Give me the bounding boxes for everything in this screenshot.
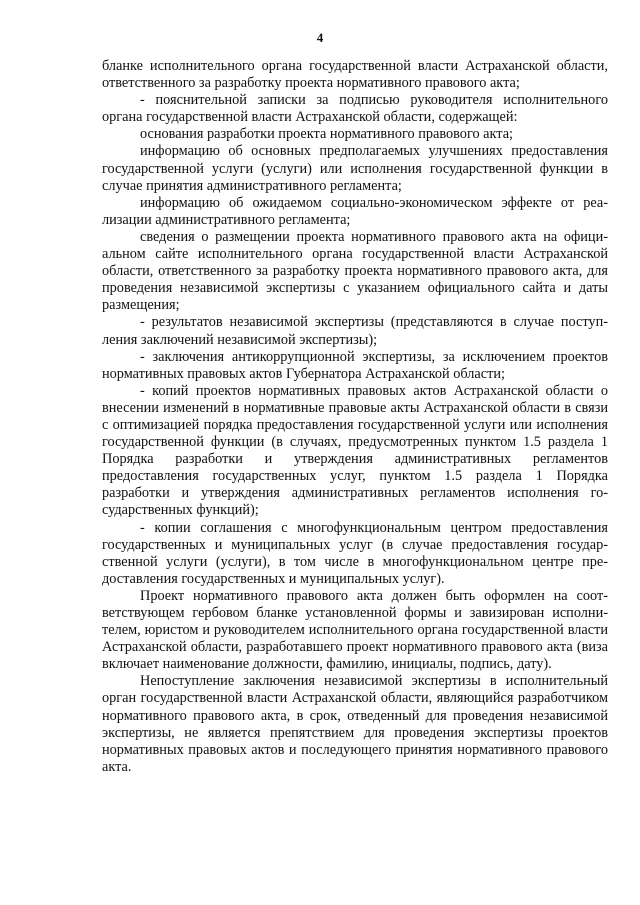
paragraph-publication-info: сведения о размещении проекта нормативного правового акта на официальном сайте исполнительного органа государственной власти Астраханской области, ответственного за разработку проекта нормативного правового акта, для проведения независимой экспертизы с указанием официального сайта и даты размещения; [102,228,608,314]
paragraph-independent-expertise: - результатов независимой экспертизы (представляются в случае поступления заключений независимой экспертизы); [102,314,608,348]
paragraph-non-receipt: Непоступление заключения независимой экспертизы в исполнительный орган государственной власти Астраханской области, являющийся разработчиком нормативного правового акта, в срок, отведенный для проведения независимой экспертизы, не является препятствием для проведения экспертизы проектов нормативных правовых актов и последующего принятия нормативного правового акта. [102,673,608,775]
paragraph-socioeconomic-effect: информацию об ожидаемом социально-экономическом эффекте от реализации административного регламента; [102,194,608,228]
paragraph-explanatory-note: - пояснительной записки за подписью руководителя исполнительного органа государственной власти Астраханской области, содержащей: [102,92,608,126]
page-number: 4 [316,30,324,45]
paragraph-formatting-requirements: Проект нормативного правового акта должен быть оформлен на соответствующем гербовом бланке установленной формы и завизирован исполнителем, юристом и руководителем исполнительного органа государственной власти Астраханской области, разработавшего проект нормативного правового акта (виза включает наименование должности, фамилию, инициалы, подпись, дату). [102,587,608,673]
paragraph-continuation: бланке исполнительного органа государственной власти Астраханской области, ответственного за разработку проекта нормативного правового акта; [102,58,608,92]
paragraph-agreement-copy: - копии соглашения с многофункциональным центром предоставления государственных и муниципальных услуг (в случае предоставления государственной услуги (услуги), в том числе в многофункциональном центре предоставления государственных и муниципальных услуг). [102,519,608,587]
paragraph-anticorruption-expertise: - заключения антикоррупционной экспертизы, за исключением проектов нормативных правовых актов Губернатора Астраханской области; [102,348,608,382]
paragraph-grounds: основания разработки проекта нормативного правового акта; [140,126,514,143]
paragraph-draft-copies: - копий проектов нормативных правовых актов Астраханской области о внесении изменений в нормативные правовые акты Астраханской области в связи с оптимизацией порядка предоставления государственной услуги или исполнения государственной функции (в случаях, предусмотренных пунктом 1.5 раздела 1 Порядка разработки и утверждения административных регламентов предоставления государственных услуг, пунктом 1.5 раздела 1 Порядка разработки и утверждения административных регламентов исполнения государственных функций); [102,382,608,519]
paragraph-improvements: информацию об основных предполагаемых улучшениях предоставления государственной услуги (услуги) или исполнения государственной функции в случае принятия административного регламента; [102,143,608,194]
document-body [102,58,608,776]
